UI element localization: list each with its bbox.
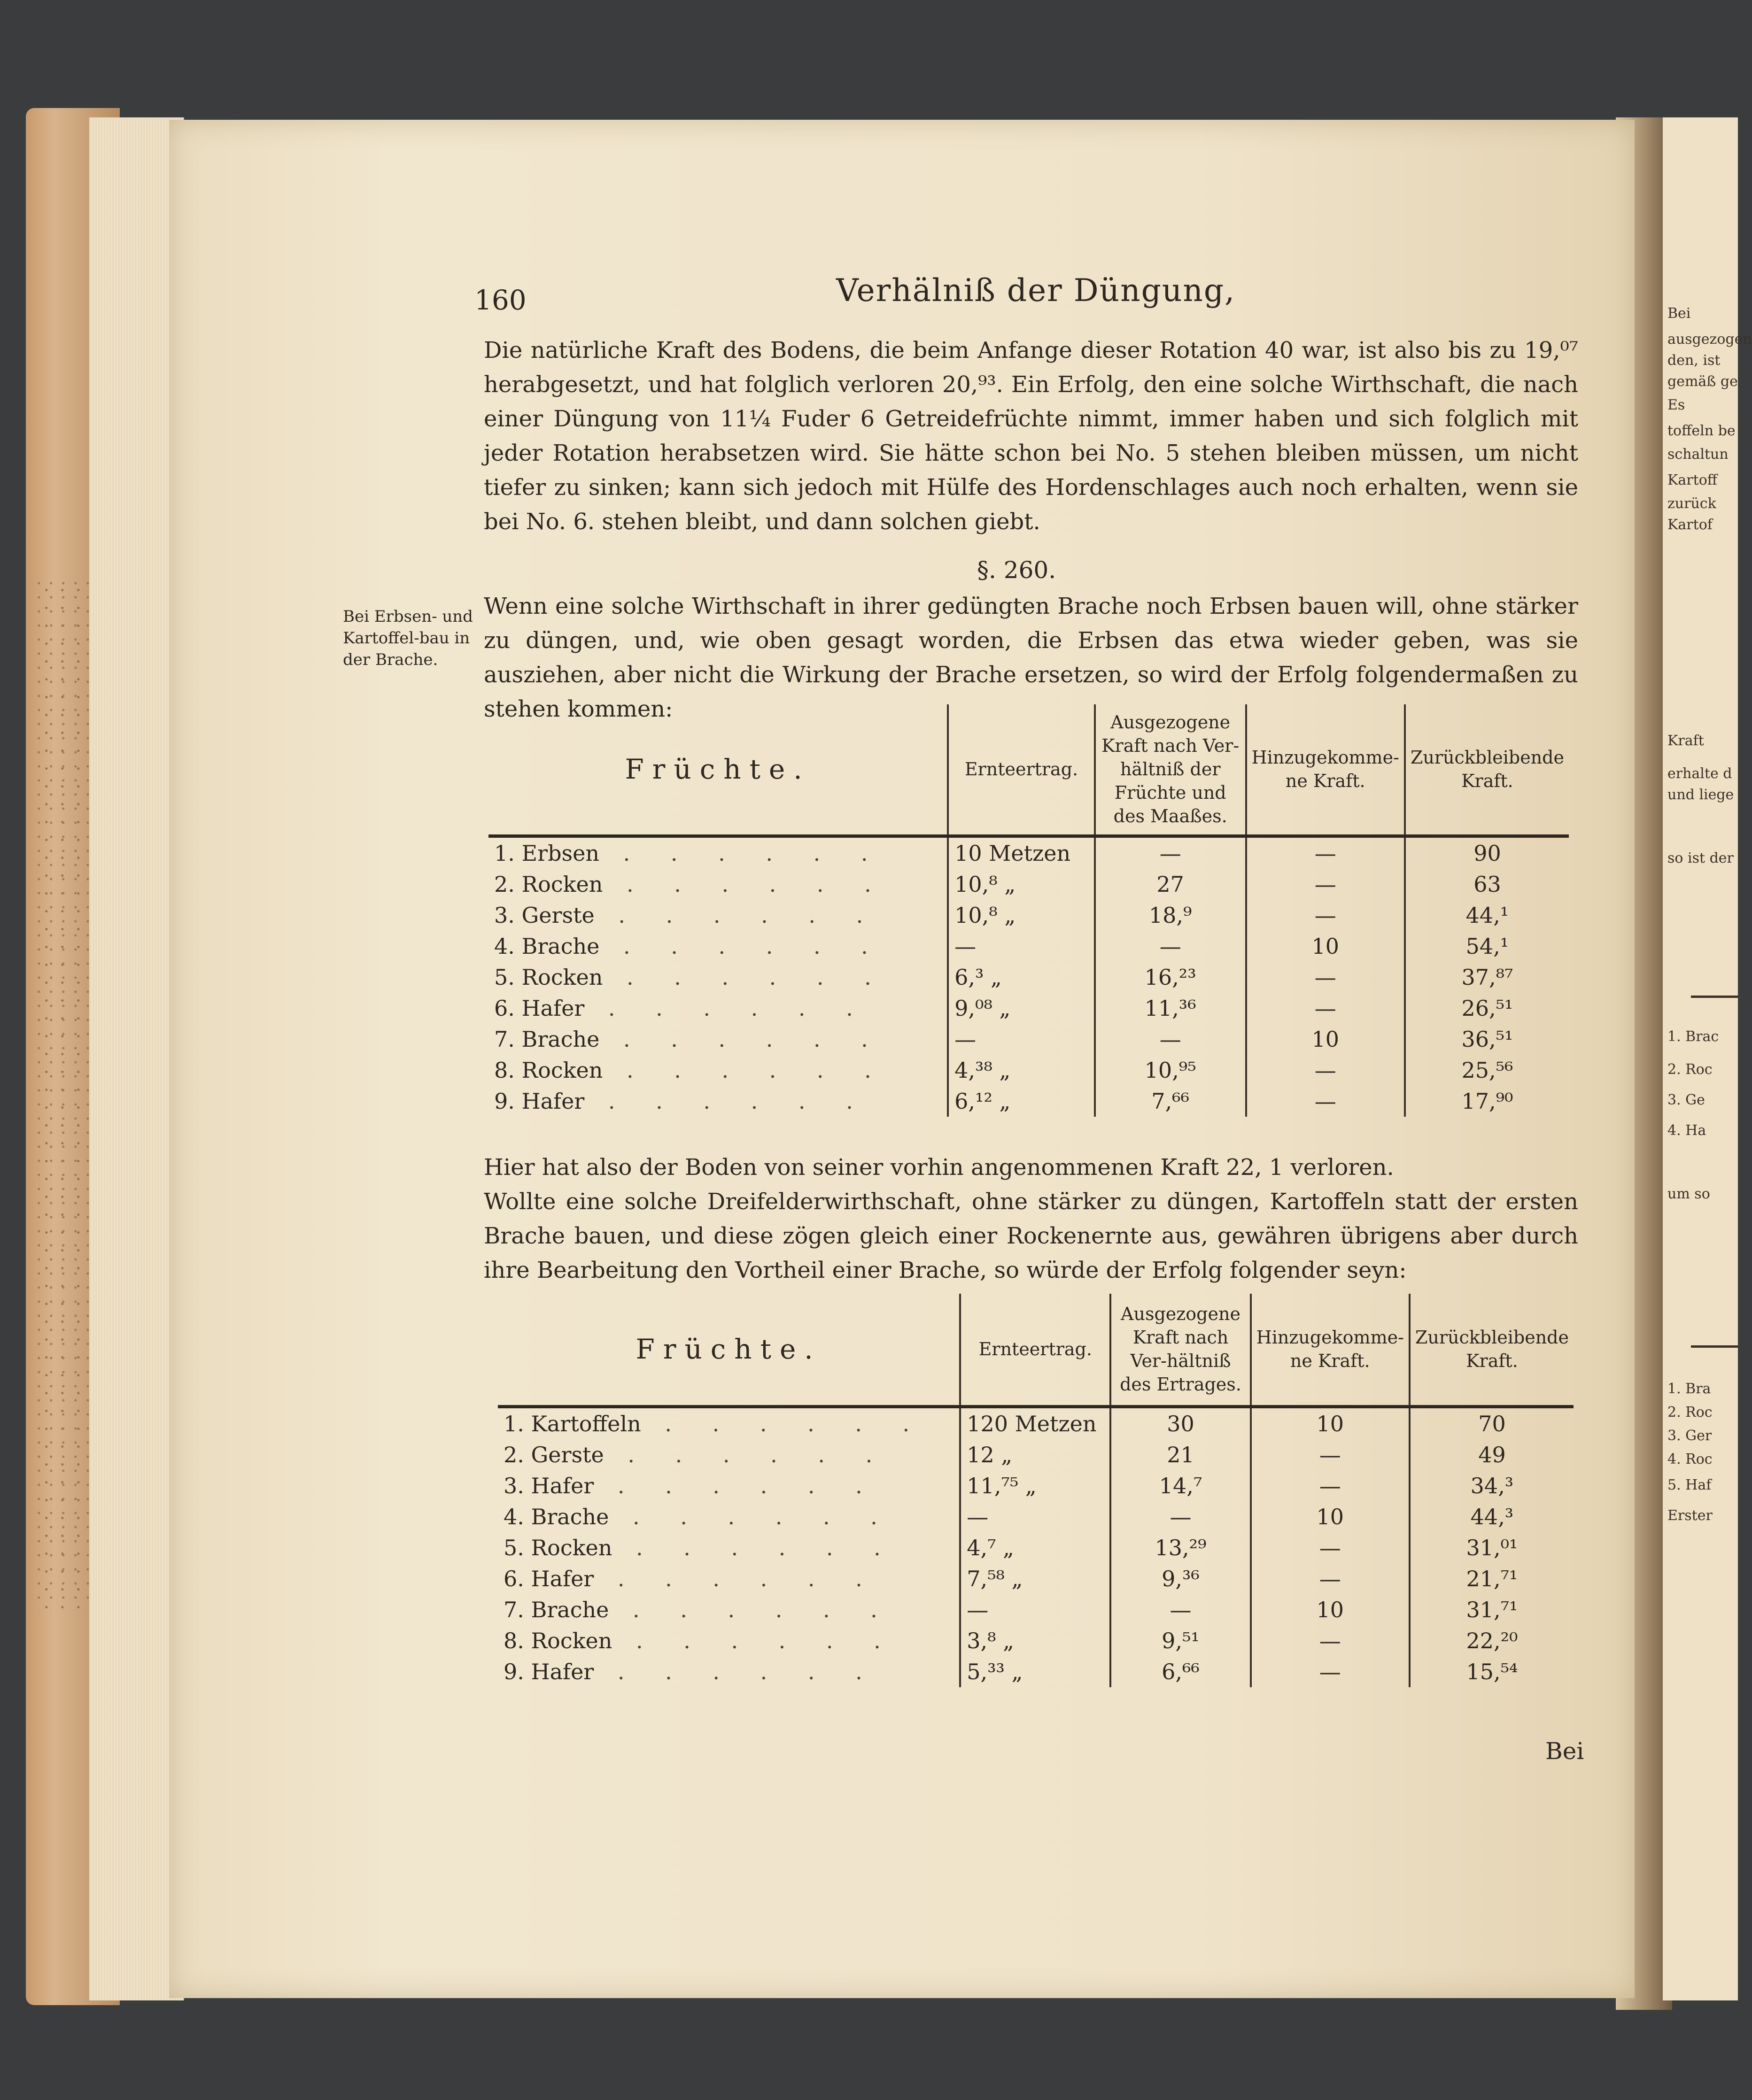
right-page-text: Es [1667, 397, 1685, 413]
added-cell: — [1251, 1470, 1410, 1501]
crop-cell [488, 931, 948, 962]
added-cell: — [1246, 900, 1405, 931]
added-cell: 10 [1246, 931, 1405, 962]
remaining-cell: 37,⁸⁷ [1405, 962, 1569, 993]
col-header-yield: Ernteertrag. [960, 1294, 1110, 1406]
right-page-text: gemäß ge [1667, 373, 1738, 390]
remaining-cell: 54,¹ [1405, 931, 1569, 962]
right-page-text: schaltun [1667, 446, 1729, 463]
table-row [498, 1532, 1574, 1563]
extracted-cell: — [1095, 836, 1246, 869]
crop-cell [498, 1563, 960, 1594]
leader-dots: . . . . . . [603, 1057, 888, 1083]
col-header-yield: Ernteertrag. [948, 704, 1095, 836]
crop-cell [488, 900, 948, 931]
remaining-cell: 31,⁷¹ [1410, 1594, 1574, 1625]
catchword: Bei [1545, 1737, 1584, 1765]
yield-cell: — [960, 1501, 1110, 1532]
right-page-text: Kartof [1667, 517, 1713, 533]
extracted-cell: — [1110, 1501, 1250, 1532]
col-header-extracted: Ausgezogene Kraft nach Ver-hältniß der Früchte und des Maaßes. [1095, 704, 1246, 836]
right-page-text: 1. Brac [1667, 1028, 1719, 1045]
extracted-cell: — [1095, 931, 1246, 962]
extracted-cell: 27 [1095, 869, 1246, 900]
added-cell: — [1246, 869, 1405, 900]
crop-cell [488, 1086, 948, 1117]
right-page-text: um so [1667, 1186, 1710, 1202]
right-page-text: erhalte d [1667, 765, 1732, 782]
right-page-text: 2. Roc [1667, 1061, 1713, 1078]
yield-cell: 11,⁷⁵ „ [960, 1470, 1110, 1501]
crop-name: 2. Rocken [494, 871, 603, 897]
crop-name: 7. Brache [504, 1597, 609, 1622]
extracted-cell: — [1110, 1594, 1250, 1625]
col-header-remaining: Zurückbleibende Kraft. [1405, 704, 1569, 836]
right-page-text: ausgezogen [1667, 331, 1752, 347]
leader-dots: . . . . . . [599, 1026, 885, 1052]
crop-name: 5. Rocken [494, 964, 603, 990]
table-row [488, 836, 1569, 869]
crop-cell [498, 1656, 960, 1687]
right-page-text: Kartoff [1667, 472, 1718, 488]
yield-cell: 4,³⁸ „ [948, 1055, 1095, 1086]
extracted-cell: 13,²⁹ [1110, 1532, 1250, 1563]
crop-cell [498, 1532, 960, 1563]
crop-name: 3. Gerste [494, 902, 595, 928]
col-header-crops: Früchte. [498, 1294, 960, 1406]
extracted-cell: 14,⁷ [1110, 1470, 1250, 1501]
table-row [498, 1594, 1574, 1625]
col-header-added: Hinzugekomme-ne Kraft. [1246, 704, 1405, 836]
leader-dots: . . . . . . [594, 1566, 879, 1591]
table-row [488, 900, 1569, 931]
right-page-text: 1. Bra [1667, 1381, 1711, 1397]
crop-cell [488, 869, 948, 900]
leader-dots: . . . . . . [609, 1504, 894, 1529]
table-rule [1691, 1345, 1738, 1348]
crop-name: 9. Hafer [494, 1088, 585, 1114]
added-cell: — [1251, 1563, 1410, 1594]
crop-name: 3. Hafer [504, 1473, 594, 1498]
leader-dots: . . . . . . [599, 840, 885, 866]
crop-cell [498, 1501, 960, 1532]
right-page-text: toffeln be [1667, 423, 1736, 439]
table-row [488, 993, 1569, 1024]
yield-cell: 6,³ „ [948, 962, 1095, 993]
yield-cell: 9,⁰⁸ „ [948, 993, 1095, 1024]
table-row [488, 869, 1569, 900]
page-number: 160 [474, 284, 527, 316]
yield-cell: 10 Metzen [948, 836, 1095, 869]
intro-paragraph: Die natürliche Kraft des Bodens, die beim Anfange dieser Rotation 40 war, ist also bis zu 19,⁰⁷ herabgesetzt, und hat folglich verloren 20,⁹³. Ein Erfolg, den eine solche Wirthschaft, die nach einer Düngung von 11¼ Fuder 6 Getreidefrüchte nimmt, immer haben und sich folglich mit jeder Rotation herabsetzen wird. Sie hätte schon bei No. 5 stehen bleiben müssen, um nicht tiefer zu sinken; kann sich jedoch mit Hülfe des Hordenschlages auch noch erhalten, wenn sie bei No. 6. stehen bleibt, und dann solchen giebt. [484, 337, 1578, 535]
crop-cell [488, 993, 948, 1024]
table-row [498, 1406, 1574, 1439]
added-cell: — [1251, 1532, 1410, 1563]
col-header-added: Hinzugekomme-ne Kraft. [1251, 1294, 1410, 1406]
right-page-text: 3. Ge [1667, 1092, 1705, 1108]
added-cell: 10 [1251, 1501, 1410, 1532]
leader-dots: . . . . . . [604, 1442, 890, 1467]
table-row [498, 1470, 1574, 1501]
remaining-cell: 36,⁵¹ [1405, 1024, 1569, 1055]
remaining-cell: 63 [1405, 869, 1569, 900]
table-row [488, 962, 1569, 993]
col-header-crops: Früchte. [488, 704, 948, 836]
crop-name: 4. Brache [494, 933, 600, 959]
right-page-text: und liege [1667, 787, 1734, 803]
right-page-text: Bei [1667, 305, 1691, 322]
extracted-cell: — [1095, 1024, 1246, 1055]
leader-dots: . . . . . . [584, 995, 870, 1021]
right-page-fragment [1663, 117, 1752, 2000]
crop-name: 1. Kartoffeln [504, 1411, 641, 1436]
leader-dots: . . . . . . [594, 1473, 879, 1498]
table-row [498, 1563, 1574, 1594]
yield-cell: — [948, 931, 1095, 962]
table-row [488, 1086, 1569, 1117]
crop-cell [488, 1024, 948, 1055]
remaining-cell: 22,²⁰ [1410, 1625, 1574, 1656]
added-cell: — [1246, 993, 1405, 1024]
right-page-text: Erster [1667, 1507, 1713, 1524]
added-cell: 10 [1246, 1024, 1405, 1055]
yield-cell: 10,⁸ „ [948, 900, 1095, 931]
extracted-cell: 16,²³ [1095, 962, 1246, 993]
right-page-text: 4. Ha [1667, 1122, 1706, 1139]
extracted-cell: 11,³⁶ [1095, 993, 1246, 1024]
yield-cell: 4,⁷ „ [960, 1532, 1110, 1563]
section-mark: §. 260. [977, 556, 1056, 584]
yield-table-potatoes [498, 1294, 1574, 1687]
added-cell: — [1246, 1086, 1405, 1117]
paragraph-potatoes: Wollte eine solche Dreifelderwirthschaft, ohne stärker zu düngen, Kartoffeln statt der ersten Brache bauen, und diese zögen gleich einer Rockenernte aus, gewähren übrigens aber durch ihre Bearbeitung den Vortheil einer Brache, so würde der Erfolg folgender seyn: [484, 1189, 1578, 1283]
table-row [498, 1656, 1574, 1687]
crop-cell [498, 1439, 960, 1470]
right-page-text: zurück [1667, 495, 1716, 512]
table-rule [1691, 996, 1738, 998]
running-title: Verhälniß der Düngung, [836, 272, 1236, 309]
remaining-cell: 34,³ [1410, 1470, 1574, 1501]
right-page-text: 4. Roc [1667, 1451, 1713, 1467]
crop-name: 6. Hafer [494, 995, 585, 1021]
added-cell: — [1246, 962, 1405, 993]
leader-dots: . . . . . . [594, 1659, 879, 1684]
table-row [488, 1024, 1569, 1055]
remaining-cell: 31,⁰¹ [1410, 1532, 1574, 1563]
crop-name: 2. Gerste [504, 1442, 604, 1467]
col-header-extracted: Ausgezogene Kraft nach Ver-hältniß des Ertrages. [1110, 1294, 1250, 1406]
extracted-cell: 9,⁵¹ [1110, 1625, 1250, 1656]
remaining-cell: 49 [1410, 1439, 1574, 1470]
added-cell: — [1246, 1055, 1405, 1086]
yield-table-peas [488, 704, 1569, 1117]
crop-name: 1. Erbsen [494, 840, 599, 866]
yield-cell: 10,⁸ „ [948, 869, 1095, 900]
right-page-text: so ist der [1667, 850, 1734, 866]
remaining-cell: 21,⁷¹ [1410, 1563, 1574, 1594]
table-row [488, 931, 1569, 962]
table-row [488, 1055, 1569, 1086]
extracted-cell: 10,⁹⁵ [1095, 1055, 1246, 1086]
paragraph-260: Wenn eine solche Wirthschaft in ihrer gedüngten Brache noch Erbsen bauen will, ohne stärker zu düngen, und, wie oben gesagt worden, die Erbsen das etwa wieder geben, was sie ausziehen, aber nicht die Wirkung der Brache ersetzen, so wird der Erfolg folgendermaßen zu stehen kommen: [484, 593, 1578, 722]
remaining-cell: 25,⁵⁶ [1405, 1055, 1569, 1086]
yield-cell: 6,¹² „ [948, 1086, 1095, 1117]
crop-name: 9. Hafer [504, 1659, 594, 1684]
col-header-remaining: Zurückbleibende Kraft. [1410, 1294, 1574, 1406]
yield-cell: — [960, 1594, 1110, 1625]
leader-dots: . . . . . . [594, 902, 880, 928]
crop-name: 7. Brache [494, 1026, 600, 1052]
leader-dots: . . . . . . [584, 1088, 870, 1114]
remaining-cell: 70 [1410, 1406, 1574, 1439]
yield-cell: 5,³³ „ [960, 1656, 1110, 1687]
crop-cell [488, 962, 948, 993]
leader-dots: . . . . . . [603, 871, 888, 897]
leader-dots: . . . . . . [612, 1628, 898, 1653]
added-cell: 10 [1251, 1594, 1410, 1625]
right-page-text: 3. Ger [1667, 1428, 1712, 1444]
yield-cell: 120 Metzen [960, 1406, 1110, 1439]
added-cell: 10 [1251, 1406, 1410, 1439]
added-cell: — [1251, 1656, 1410, 1687]
extracted-cell: 30 [1110, 1406, 1250, 1439]
yield-cell: 3,⁸ „ [960, 1625, 1110, 1656]
right-page-text: den, ist [1667, 352, 1721, 369]
remaining-cell: 90 [1405, 836, 1569, 869]
right-page-text: Kraft [1667, 733, 1704, 749]
crop-name: 4. Brache [504, 1504, 609, 1529]
extracted-cell: 7,⁶⁶ [1095, 1086, 1246, 1117]
leader-dots: . . . . . . [612, 1535, 898, 1560]
crop-cell [498, 1625, 960, 1656]
crop-name: 8. Rocken [494, 1057, 603, 1083]
remaining-cell: 26,⁵¹ [1405, 993, 1569, 1024]
crop-cell [488, 1055, 948, 1086]
leader-dots: . . . . . . [641, 1411, 927, 1436]
leader-dots: . . . . . . [599, 933, 885, 959]
extracted-cell: 6,⁶⁶ [1110, 1656, 1250, 1687]
leader-dots: . . . . . . [603, 964, 888, 990]
extracted-cell: 9,³⁶ [1110, 1563, 1250, 1594]
remaining-cell: 15,⁵⁴ [1410, 1656, 1574, 1687]
extracted-cell: 18,⁹ [1095, 900, 1246, 931]
crop-name: 6. Hafer [504, 1566, 594, 1591]
remaining-cell: 17,⁹⁰ [1405, 1086, 1569, 1117]
remaining-cell: 44,¹ [1405, 900, 1569, 931]
added-cell: — [1246, 836, 1405, 869]
yield-cell: 12 „ [960, 1439, 1110, 1470]
crop-cell [488, 836, 948, 869]
right-page-text: 5. Haf [1667, 1477, 1712, 1493]
table-row [498, 1625, 1574, 1656]
yield-cell: 7,⁵⁸ „ [960, 1563, 1110, 1594]
crop-name: 8. Rocken [504, 1628, 612, 1653]
added-cell: — [1251, 1439, 1410, 1470]
margin-note: Bei Erbsen- und Kartoffel-bau in der Brache. [343, 607, 473, 669]
table-row [498, 1439, 1574, 1470]
crop-cell [498, 1470, 960, 1501]
paragraph-after-table1: Hier hat also der Boden von seiner vorhin angenommenen Kraft 22, 1 verloren. [484, 1154, 1394, 1181]
remaining-cell: 44,³ [1410, 1501, 1574, 1532]
right-page-text: 2. Roc [1667, 1404, 1713, 1421]
yield-cell: — [948, 1024, 1095, 1055]
crop-cell [498, 1406, 960, 1439]
crop-cell [498, 1594, 960, 1625]
table-row [498, 1501, 1574, 1532]
extracted-cell: 21 [1110, 1439, 1250, 1470]
leader-dots: . . . . . . [609, 1597, 894, 1622]
crop-name: 5. Rocken [504, 1535, 612, 1560]
added-cell: — [1251, 1625, 1410, 1656]
